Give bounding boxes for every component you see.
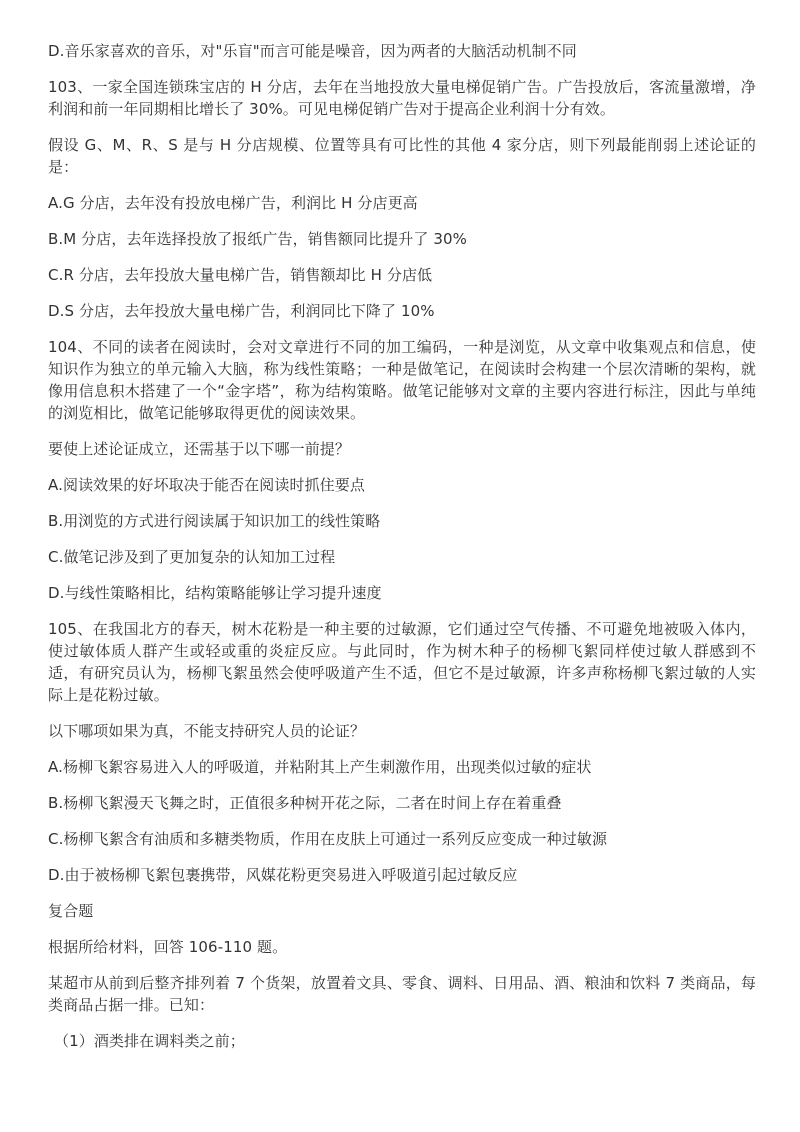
question-105-prompt: 以下哪项如果为真，不能支持研究人员的论证？ [48,722,366,740]
question-103-stem: 103、一家全国连锁珠宝店的 H 分店，去年在当地投放大量电梯促销广告。广告投放后，客流量激增，净利润和前一年同期相比增长了 30%。可见电梯促销广告对于提高企业利润十分有效。 [48,78,756,118]
condition-1: （1）酒类排在调料类之前； [54,1032,245,1050]
document-page [48,40,756,1066]
material-intro: 某超市从前到后整齐排列着 7 个货架，放置着文具、零食、调料、日用品、酒、粮油和饮料 7 类商品，每类商品占据一排。已知： [48,974,756,1014]
question-103-option-d: D.S 分店，去年投放大量电梯广告，利润同比下降了 10% [48,302,435,320]
question-104-stem: 104、不同的读者在阅读时，会对文章进行不同的加工编码，一种是浏览，从文章中收集观点和信息，使知识作为独立的单元输入大脑，称为线性策略；一种是做笔记，在阅读时会构建一个层次清晰的架构，就像用信息积木搭建了一个“金字塔”，称为结构策略。做笔记能够对文章的主要内容进行标注，因此与单纯的浏览相比，做笔记能够取得更优的阅读效果。 [48,338,756,422]
question-105-stem: 105、在我国北方的春天，树木花粉是一种主要的过敏源，它们通过空气传播、不可避免地被吸入体内，使过敏体质人群产生或轻或重的炎症反应。与此同时，作为树木种子的杨柳飞絮同样使过敏人群感到不适，有研究员认为，杨柳飞絮虽然会使呼吸道产生不适，但它不是过敏源，许多声称杨柳飞絮过敏的人实际上是花粉过敏。 [48,620,756,704]
question-105-option-b: B.杨柳飞絮漫天飞舞之时，正值很多种树开花之际，二者在时间上存在着重叠 [48,794,562,812]
section-instruction: 根据所给材料，回答 106-110 题。 [48,938,288,956]
question-104-option-d: D.与线性策略相比，结构策略能够让学习提升速度 [48,584,382,602]
question-104-option-b: B.用浏览的方式进行阅读属于知识加工的线性策略 [48,512,381,530]
question-104-option-c: C.做笔记涉及到了更加复杂的认知加工过程 [48,548,336,566]
question-105-option-d: D.由于被杨柳飞絮包裹携带，风媒花粉更突易进入呼吸道引起过敏反应 [48,866,518,884]
question-103-prompt: 假设 G、M、R、S 是与 H 分店规模、位置等具有可比性的其他 4 家分店，则下列最能削弱上述论证的是： [48,136,756,176]
question-103-option-c: C.R 分店，去年投放大量电梯广告，销售额却比 H 分店低 [48,266,433,284]
question-103-option-a: A.G 分店，去年没有投放电梯广告，利润比 H 分店更高 [48,194,418,212]
question-105-option-c: C.杨柳飞絮含有油质和多糖类物质，作用在皮肤上可通过一系列反应变成一种过敏源 [48,830,608,848]
question-104-option-a: A.阅读效果的好坏取决于能否在阅读时抓住要点 [48,476,365,494]
question-105-option-a: A.杨柳飞絮容易进入人的呼吸道，并粘附其上产生刺激作用，出现类似过敏的症状 [48,758,592,776]
question-103-option-b: B.M 分店，去年选择投放了报纸广告，销售额同比提升了 30% [48,230,467,248]
question-104-prompt: 要使上述论证成立，还需基于以下哪一前提？ [48,440,351,458]
section-heading: 复合题 [48,902,94,920]
option-d-q102: D.音乐家喜欢的音乐，对"乐盲"而言可能是噪音，因为两者的大脑活动机制不同 [48,42,577,60]
